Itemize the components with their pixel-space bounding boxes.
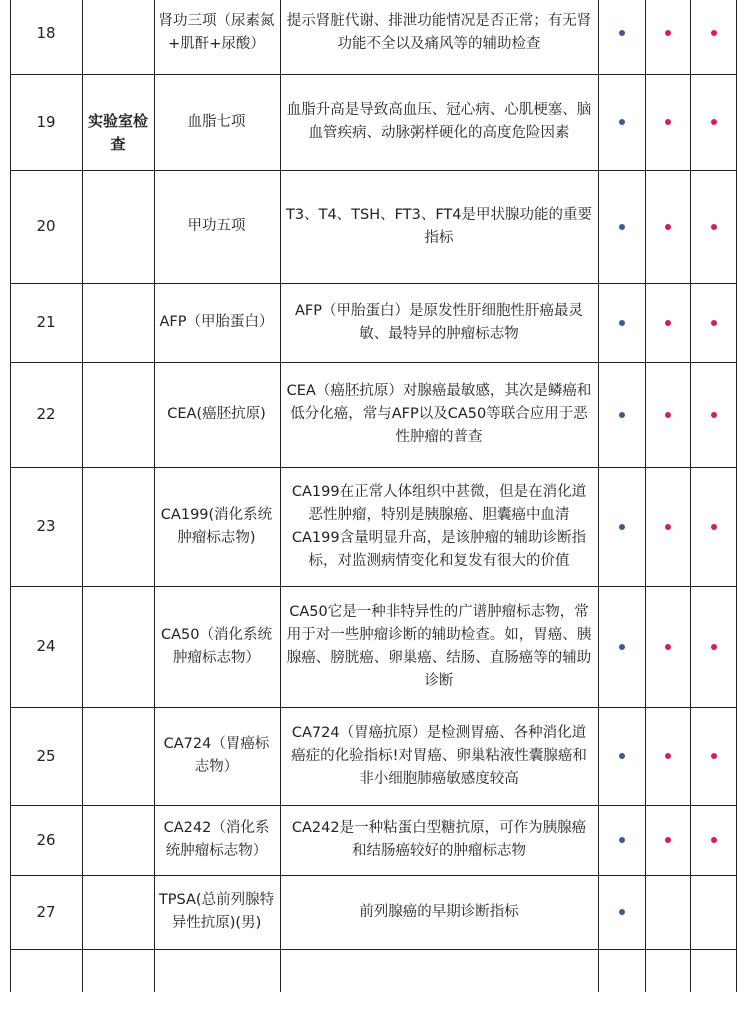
exam-description: CA199在正常人体组织中甚微，但是在消化道恶性肿瘤，特别是胰腺癌、胆囊癌中血清CA199含量明显升高，是该肿瘤的辅助诊断指标，对监测病情变化和复发有很大的价值 (291, 483, 587, 569)
included-dot-icon (711, 412, 717, 418)
included-dot-icon (665, 644, 671, 650)
included-dot-icon (665, 524, 671, 530)
package-mark-cell (645, 875, 690, 949)
included-dot-icon (619, 909, 625, 915)
included-dot-icon (619, 224, 625, 230)
included-dot-icon (665, 320, 671, 326)
exam-description: T3、T4、TSH、FT3、FT4是甲状腺功能的重要指标 (286, 206, 592, 246)
table-row (10, 0, 737, 75)
included-dot-icon (711, 644, 717, 650)
included-dot-icon (619, 644, 625, 650)
included-dot-icon (711, 30, 717, 36)
package-mark-cell (690, 283, 737, 362)
table-row (10, 170, 737, 284)
package-mark-cell (598, 586, 645, 707)
row-number: 21 (36, 313, 56, 331)
table-row (10, 805, 737, 876)
row-number: 26 (36, 830, 56, 849)
included-dot-icon (619, 412, 625, 418)
package-mark-cell (645, 283, 690, 362)
package-mark-cell (598, 0, 645, 74)
package-mark-cell (598, 283, 645, 362)
package-mark-cell (645, 586, 690, 707)
row-number (10, 949, 82, 1009)
exam-description: CEA（癌胚抗原）对腺癌最敏感，其次是鳞癌和低分化癌，常与AFP以及CA50等联合应用于恶性肿瘤的普查 (286, 383, 592, 445)
package-mark-cell (690, 362, 737, 467)
table-row (10, 707, 737, 806)
package-mark-cell (598, 170, 645, 283)
exam-description: CA242是一种粘蛋白型糖抗原，可作为胰腺癌和结肠癌较好的肿瘤标志物 (291, 820, 587, 859)
exam-name: CA242（消化系统肿瘤标志物） (163, 820, 270, 859)
exam-description: 血脂升高是导致高血压、冠心病、心肌梗塞、脑血管疾病、动脉粥样硬化的高度危险因素 (286, 102, 592, 141)
included-dot-icon (619, 837, 625, 843)
package-mark-cell (645, 0, 690, 74)
package-mark-cell (690, 875, 737, 949)
included-dot-icon (619, 524, 625, 530)
package-mark-cell (690, 805, 737, 875)
table-row (10, 362, 737, 468)
row-number: 22 (36, 405, 56, 423)
package-mark-cell (690, 467, 737, 586)
included-dot-icon (619, 30, 625, 36)
exam-description: CA724（胃癌抗原）是检测胃癌、各种消化道癌症的化验指标!对胃癌、卵巢粘液性囊腺癌和非小细胞肺癌敏感度较高 (291, 724, 587, 787)
included-dot-icon (619, 119, 625, 125)
table-row (10, 949, 737, 1009)
package-mark-cell (690, 949, 737, 1009)
row-number: 27 (36, 902, 56, 921)
exam-name: AFP（甲胎蛋白） (159, 314, 274, 330)
included-dot-icon (711, 753, 717, 759)
package-mark-cell (645, 805, 690, 875)
included-dot-icon (665, 224, 671, 230)
package-mark-cell (598, 875, 645, 949)
package-mark-cell (645, 74, 690, 170)
package-mark-cell (598, 949, 645, 1009)
package-mark-cell (645, 949, 690, 1009)
exam-name: 甲功五项 (187, 218, 246, 234)
exam-name: CA724（胃癌标志物） (163, 736, 270, 775)
exam-description (280, 949, 598, 1009)
package-mark-cell (645, 170, 690, 283)
included-dot-icon (711, 837, 717, 843)
row-number: 23 (36, 517, 56, 535)
package-mark-cell (690, 707, 737, 805)
table-row (10, 586, 737, 708)
row-number: 24 (36, 637, 56, 655)
package-mark-cell (598, 362, 645, 467)
included-dot-icon (665, 753, 671, 759)
exam-description: 前列腺癌的早期诊断指标 (359, 903, 519, 920)
exam-description: CA50它是一种非特异性的广谱肿瘤标志物，常用于对一些肿瘤诊断的辅助检查。如，胃癌、胰腺癌、膀胱癌、卵巢癌、结肠、直肠癌等的辅助诊断 (286, 603, 592, 689)
exam-name: CA199(消化系统肿瘤标志物) (160, 506, 273, 546)
row-number: 20 (36, 217, 56, 235)
package-mark-cell (598, 805, 645, 875)
included-dot-icon (665, 837, 671, 843)
included-dot-icon (711, 224, 717, 230)
package-mark-cell (645, 467, 690, 586)
package-mark-cell (645, 707, 690, 805)
table-row (10, 74, 737, 171)
included-dot-icon (711, 524, 717, 530)
exam-name: 肾功三项（尿素氮+肌酐+尿酸） (158, 13, 275, 52)
category-label: 实验室检查 (87, 112, 148, 153)
table-row (10, 283, 737, 363)
row-number: 19 (36, 112, 56, 131)
table-row (10, 467, 737, 587)
package-mark-cell (645, 362, 690, 467)
row-number: 25 (36, 746, 56, 765)
included-dot-icon (619, 753, 625, 759)
package-mark-cell (598, 707, 645, 805)
package-mark-cell (690, 170, 737, 283)
included-dot-icon (711, 320, 717, 326)
exam-name: CA50（消化系统肿瘤标志物） (161, 626, 272, 666)
exam-name (154, 949, 279, 1009)
exam-name: CEA(癌胚抗原) (167, 406, 266, 422)
included-dot-icon (619, 320, 625, 326)
package-mark-cell (598, 467, 645, 586)
included-dot-icon (665, 412, 671, 418)
included-dot-icon (665, 30, 671, 36)
row-number: 18 (36, 23, 56, 42)
table-row (10, 875, 737, 950)
package-mark-cell (690, 586, 737, 707)
exam-name: TPSA(总前列腺特异性抗原)(男) (158, 892, 275, 931)
package-mark-cell (598, 74, 645, 170)
exam-description: AFP（甲胎蛋白）是原发性肝细胞性肝癌最灵敏、最特异的肿瘤标志物 (294, 302, 583, 342)
package-mark-cell (690, 74, 737, 170)
exam-description: 提示肾脏代谢、排泄功能情况是否正常；有无肾功能不全以及痛风等的辅助检查 (286, 13, 592, 52)
exam-name: 血脂七项 (187, 113, 246, 130)
package-mark-cell (690, 0, 737, 74)
included-dot-icon (711, 119, 717, 125)
included-dot-icon (665, 119, 671, 125)
